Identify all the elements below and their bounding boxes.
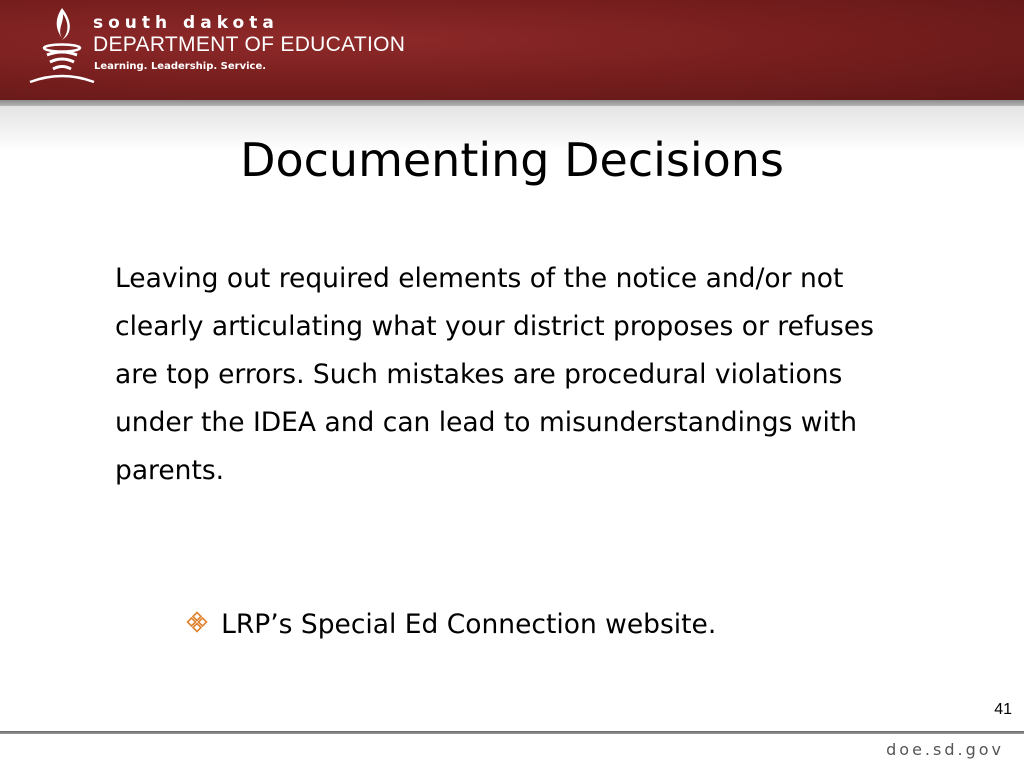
slide-number: 41 [994,701,1012,718]
torch-flame-logo-icon [26,4,98,86]
slide-title: Documenting Decisions [240,133,784,187]
footer-website-url: doe.sd.gov [886,740,1004,759]
footer-divider [0,731,1024,734]
brand-tagline: Learning. Leadership. Service. [94,61,267,72]
brand-state-name: south dakota [93,13,279,33]
diamond-bullet-icon [186,611,208,633]
slide-body-text: Leaving out required elements of the notice and/or not clearly articulating what your district proposes or refuses are top errors. Such mistakes are procedural violations under the IDEA and can lead to misunderstandings with parents. [115,263,874,486]
brand-department-name: DEPARTMENT OF EDUCATION [93,33,406,56]
bullet-item [186,609,716,657]
bullet-text: LRP’s Special Ed Connection website. [221,609,717,640]
